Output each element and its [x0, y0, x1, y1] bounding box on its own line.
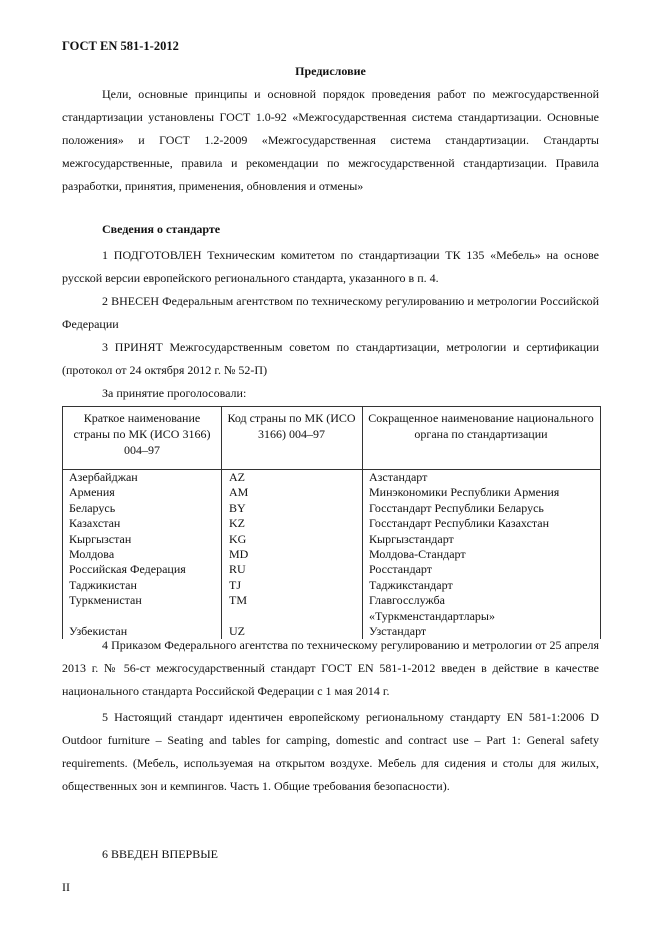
table-row [63, 516, 600, 531]
cell-code: KG [229, 531, 247, 546]
intro-paragraph: Цели, основные принципы и основной порядок проведения работ по межгосударственной стандартизации установлены ГОСТ 1.0-92 «Межгосударственная система стандартизации. Основные положения» и ГОСТ 1.2-2009 «Межгосударственная система стандартизации. Стандарты межгосударственные, правила и рекомендации по межгосударственной стандартизации. Правила разработки, принятия, применения, обновления и отмены» [62, 87, 599, 193]
table-row [63, 501, 600, 516]
cell-code: UZ [229, 624, 245, 638]
document-header: ГОСТ EN 581-1-2012 [62, 39, 179, 53]
page-title: Предисловие [295, 64, 366, 78]
cell-organization: Кыргызстандарт [369, 531, 454, 546]
voting-table [62, 406, 601, 639]
table-row [63, 532, 600, 547]
cell-organization: Таджикстандарт [369, 577, 453, 592]
item-5-paragraph: 5 Настоящий стандарт идентичен европейскому региональному стандарту EN 581-1:2006 D Outdoor furniture – Seating and tables for camping, domestic and contract use – Part 1: General safety requirements. (Мебель, используемая на открытом воздухе. Мебель для сидения и столы для жилых, общественных зон и кемпингов. Часть 1. Общие требования безопасности). [62, 710, 599, 793]
table-header-code: Код страны по МК (ИСО 3166) 004–97 [227, 411, 356, 441]
item-6-paragraph: 6 ВВЕДЕН ВПЕРВЫЕ [102, 847, 218, 861]
cell-code: RU [229, 562, 246, 577]
cell-code: MD [229, 547, 249, 561]
cell-country: Узбекистан [69, 624, 128, 638]
table-row [63, 609, 600, 624]
table-row [63, 578, 600, 593]
cell-country: Азербайджан [69, 470, 138, 484]
cell-organization: «Туркменстандартлары» [369, 608, 495, 623]
cell-country: Армения [69, 485, 115, 500]
table-header-country: Краткое наименование страны по МК (ИСО 3166) 004–97 [73, 411, 211, 457]
cell-code: BY [229, 500, 246, 515]
cell-country: Казахстан [69, 516, 121, 531]
item-4-paragraph: 4 Приказом Федерального агентства по техническому регулированию и метрологии от 25 апреля 2013 г. № 56-ст межгосударственный стандарт ГОСТ EN 581-1-2012 введен в действие в качестве национального стандарта Российской Федерации с 1 мая 2014 г. [62, 638, 599, 698]
cell-organization: Узстандарт [369, 624, 427, 638]
cell-country: Туркменистан [69, 593, 142, 608]
cell-country: Российская Федерация [69, 562, 186, 577]
cell-country: Беларусь [69, 500, 116, 515]
cell-organization: Минэкономики Республики Армения [369, 485, 560, 500]
cell-code: AM [229, 485, 249, 500]
cell-country: Таджикистан [69, 577, 137, 592]
cell-code: AZ [229, 470, 245, 484]
page-number: II [62, 880, 70, 894]
cell-organization: Главгосслужба [369, 593, 445, 608]
table-row [63, 470, 600, 485]
item-2-paragraph: 2 ВНЕСЕН Федеральным агентством по техническому регулированию и метрологии Российской Федерации [62, 294, 599, 331]
voted-caption: За принятие проголосовали: [102, 386, 247, 400]
cell-code: TJ [229, 577, 241, 592]
table-header-organization: Сокращенное наименование национального органа по стандартизации [368, 411, 594, 441]
cell-organization: Госстандарт Республики Казахстан [369, 516, 550, 531]
cell-code: KZ [229, 516, 245, 531]
table-row [63, 562, 600, 577]
table-row [63, 547, 600, 562]
cell-country: Молдова [69, 547, 115, 561]
item-1-paragraph: 1 ПОДГОТОВЛЕН Техническим комитетом по стандартизации ТК 135 «Мебель» на основе русской версии европейского регионального стандарта, указанного в п. 4. [62, 248, 599, 285]
table-row [63, 485, 600, 500]
item-3-paragraph: 3 ПРИНЯТ Межгосударственным советом по стандартизации, метрологии и сертификации (протокол от 24 октября 2012 г. № 52-П) [62, 340, 599, 377]
table-row [63, 593, 600, 608]
cell-organization: Азстандарт [369, 470, 428, 484]
cell-country: Кыргызстан [69, 531, 132, 546]
cell-code: TM [229, 593, 247, 608]
cell-organization: Росстандарт [369, 562, 432, 577]
section-title: Сведения о стандарте [102, 222, 221, 236]
cell-organization: Молдова-Стандарт [369, 547, 466, 561]
cell-organization: Госстандарт Республики Беларусь [369, 500, 544, 515]
